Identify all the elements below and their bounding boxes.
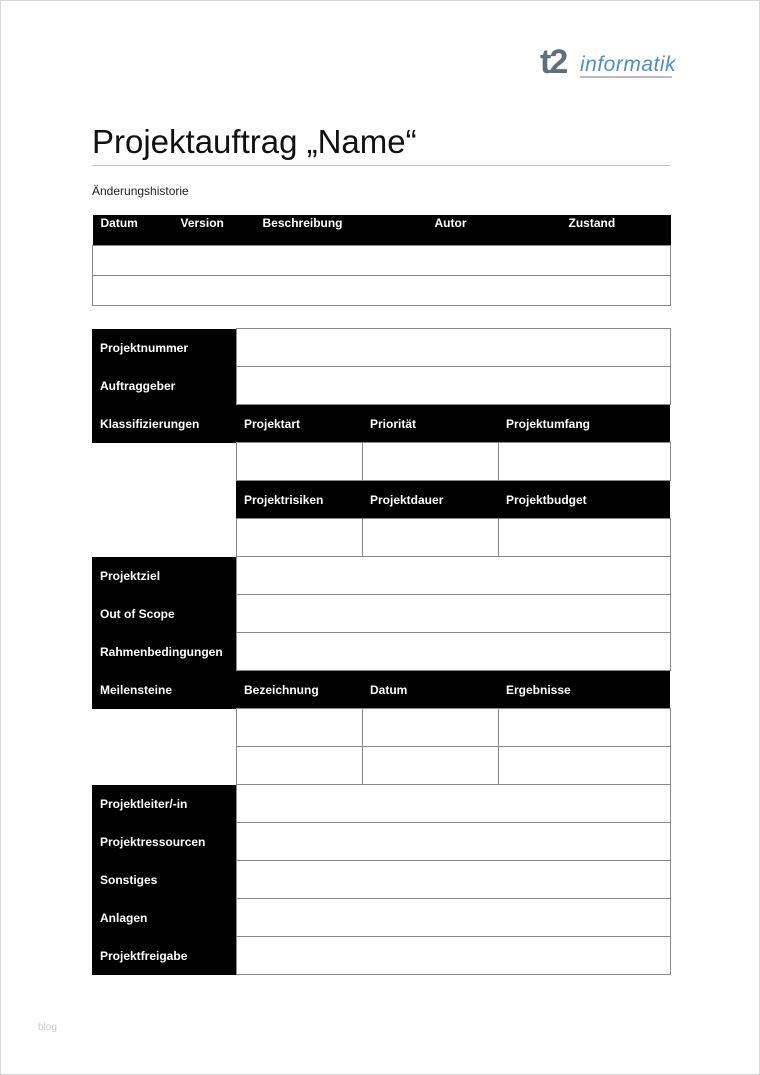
history-col-datum: Datum	[93, 215, 173, 245]
row-auftraggeber	[92, 367, 670, 405]
header-datum: Datum	[362, 671, 498, 709]
field-meilenstein-1-ergebnisse[interactable]	[498, 709, 670, 747]
label-sonstiges: Sonstiges	[92, 861, 236, 899]
history-header-row	[93, 215, 671, 245]
field-meilenstein-2-ergebnisse[interactable]	[498, 747, 670, 785]
field-rahmenbedingungen[interactable]	[236, 633, 670, 671]
history-col-beschreibung: Beschreibung	[255, 215, 427, 245]
row-klassifizierungen-values-2	[92, 519, 670, 557]
header-projektumfang: Projektumfang	[498, 405, 670, 443]
field-meilenstein-2-bezeichnung[interactable]	[236, 747, 362, 785]
page-title: Projektauftrag „Name“	[92, 123, 417, 160]
spacer	[92, 747, 236, 785]
row-klassifizierungen-values-1	[92, 443, 670, 481]
label-projektressourcen: Projektressourcen	[92, 823, 236, 861]
field-projektnummer[interactable]	[236, 329, 670, 367]
history-entry-2[interactable]	[93, 275, 671, 305]
label-auftraggeber: Auftraggeber	[92, 367, 236, 405]
row-klassifizierungen-2	[92, 481, 670, 519]
row-out-of-scope	[92, 595, 670, 633]
field-projektziel[interactable]	[236, 557, 670, 595]
spacer	[92, 519, 236, 557]
row-projektressourcen	[92, 823, 670, 861]
header-prioritaet: Priorität	[362, 405, 498, 443]
field-prioritaet[interactable]	[362, 443, 498, 481]
history-col-version: Version	[173, 215, 255, 245]
t2informatik-logo	[540, 44, 675, 80]
header-ergebnisse: Ergebnisse	[498, 671, 670, 709]
project-form-table	[92, 328, 671, 975]
label-rahmenbedingungen: Rahmenbedingungen	[92, 633, 236, 671]
field-projektdauer[interactable]	[362, 519, 498, 557]
header-bezeichnung: Bezeichnung	[236, 671, 362, 709]
history-table	[92, 215, 671, 306]
header-projektrisiken: Projektrisiken	[236, 481, 362, 519]
row-projektleiter	[92, 785, 670, 823]
logo-underline	[580, 76, 672, 78]
label-projektnummer: Projektnummer	[92, 329, 236, 367]
row-projektnummer	[92, 329, 670, 367]
field-out-of-scope[interactable]	[236, 595, 670, 633]
history-heading: Änderungshistorie	[92, 184, 189, 198]
spacer	[92, 481, 236, 519]
header-projektbudget: Projektbudget	[498, 481, 670, 519]
field-meilenstein-1-datum[interactable]	[362, 709, 498, 747]
field-sonstiges[interactable]	[236, 861, 670, 899]
spacer	[92, 709, 236, 747]
label-meilensteine: Meilensteine	[92, 671, 236, 709]
label-klassifizierungen: Klassifizierungen	[92, 405, 236, 443]
history-col-autor: Autor	[427, 215, 561, 245]
field-projektbudget[interactable]	[498, 519, 670, 557]
logo-mark: t2	[540, 43, 567, 81]
field-projektressourcen[interactable]	[236, 823, 670, 861]
field-projektleiter[interactable]	[236, 785, 670, 823]
row-klassifizierungen	[92, 405, 670, 443]
history-entry-1[interactable]	[93, 245, 671, 275]
header-projektdauer: Projektdauer	[362, 481, 498, 519]
label-projektleiter: Projektleiter/-in	[92, 785, 236, 823]
field-meilenstein-2-datum[interactable]	[362, 747, 498, 785]
logo-word: informatik	[580, 53, 677, 76]
field-auftraggeber[interactable]	[236, 367, 670, 405]
label-anlagen: Anlagen	[92, 899, 236, 937]
row-meilensteine	[92, 671, 670, 709]
row-rahmenbedingungen	[92, 633, 670, 671]
history-row-1	[93, 245, 671, 275]
row-sonstiges	[92, 861, 670, 899]
field-anlagen[interactable]	[236, 899, 670, 937]
history-row-2	[93, 275, 671, 305]
row-anlagen	[92, 899, 670, 937]
spacer	[92, 443, 236, 481]
label-projektziel: Projektziel	[92, 557, 236, 595]
history-col-zustand: Zustand	[561, 215, 671, 245]
row-projektfreigabe	[92, 937, 670, 975]
title-divider	[92, 165, 670, 166]
label-out-of-scope: Out of Scope	[92, 595, 236, 633]
row-projektziel	[92, 557, 670, 595]
row-meilenstein-1	[92, 709, 670, 747]
header-projektart: Projektart	[236, 405, 362, 443]
field-projektrisiken[interactable]	[236, 519, 362, 557]
field-projektart[interactable]	[236, 443, 362, 481]
row-meilenstein-2	[92, 747, 670, 785]
label-projektfreigabe: Projektfreigabe	[92, 937, 236, 975]
field-projektfreigabe[interactable]	[236, 937, 670, 975]
field-meilenstein-1-bezeichnung[interactable]	[236, 709, 362, 747]
watermark: blog	[38, 1022, 57, 1033]
field-projektumfang[interactable]	[498, 443, 670, 481]
